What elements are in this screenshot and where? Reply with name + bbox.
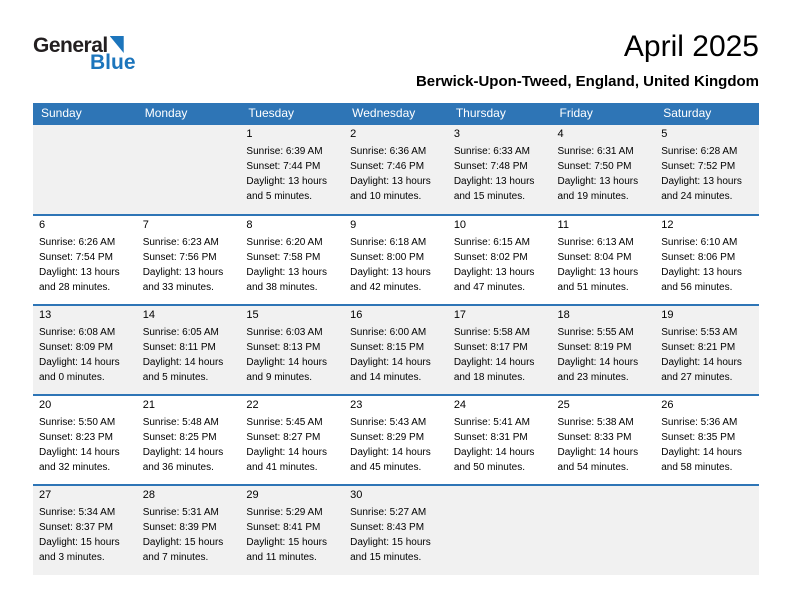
day-cell-26: [655, 395, 759, 485]
day-detail-line: Daylight: 14 hours and 5 minutes.: [142, 357, 224, 383]
day-detail-line: Daylight: 13 hours and 33 minutes.: [142, 267, 224, 293]
day-detail-line: Sunrise: 6:28 AM: [661, 146, 738, 157]
location-subtitle: Berwick-Upon-Tweed, England, United Kingdom: [415, 73, 759, 90]
day-detail-line: Sunrise: 6:39 AM: [246, 146, 323, 157]
day-details: [143, 325, 237, 385]
day-detail-line: Daylight: 13 hours and 56 minutes.: [661, 267, 742, 293]
day-detail-line: Sunset: 8:37 PM: [39, 522, 113, 533]
day-detail-line: Sunrise: 6:10 AM: [661, 237, 738, 248]
day-detail-line: Sunset: 8:13 PM: [246, 342, 321, 353]
day-cell-19: [655, 305, 759, 395]
day-detail-line: Sunrise: 5:41 AM: [453, 417, 530, 428]
day-details: [143, 235, 237, 295]
day-number: 7: [142, 219, 149, 231]
day-detail-line: Daylight: 14 hours and 50 minutes.: [453, 447, 535, 473]
day-detail-line: Daylight: 15 hours and 15 minutes.: [350, 537, 431, 563]
day-detail-line: Sunset: 8:06 PM: [661, 252, 736, 263]
day-cell-12: [655, 215, 759, 305]
day-detail-line: Sunset: 8:00 PM: [350, 252, 425, 263]
day-details: [350, 325, 444, 385]
day-details: [143, 415, 237, 475]
day-number: 12: [661, 219, 674, 231]
day-number: 20: [39, 399, 52, 411]
day-number: 28: [142, 489, 155, 501]
calendar-head: [33, 103, 759, 125]
day-number: 30: [350, 489, 363, 501]
day-details: [350, 235, 444, 295]
empty-day-cell: [137, 125, 241, 215]
day-cell-1: [240, 125, 344, 215]
day-details: [246, 235, 340, 295]
day-number: 2: [350, 128, 357, 140]
day-detail-line: Sunset: 8:21 PM: [661, 342, 736, 353]
day-detail-line: Sunset: 7:52 PM: [661, 161, 736, 172]
page-header: [33, 24, 759, 90]
day-cell-15: [240, 305, 344, 395]
day-detail-line: Sunset: 8:02 PM: [453, 252, 528, 263]
day-detail-line: Daylight: 14 hours and 36 minutes.: [142, 447, 224, 473]
day-detail-line: Sunrise: 6:31 AM: [557, 146, 634, 157]
day-detail-line: Sunrise: 6:00 AM: [350, 327, 427, 338]
month-title: April 2025: [623, 30, 759, 63]
weekday-header-sunday: Sunday: [33, 103, 137, 125]
day-number: 6: [39, 219, 46, 231]
day-cell-7: [137, 215, 241, 305]
weekday-header-saturday: Saturday: [655, 103, 759, 125]
day-detail-line: Sunrise: 5:29 AM: [246, 507, 323, 518]
day-number: 24: [453, 399, 467, 411]
day-number: 22: [246, 399, 259, 411]
day-detail-line: Sunrise: 5:38 AM: [557, 417, 634, 428]
day-details: [661, 325, 755, 385]
day-details: [39, 325, 133, 385]
weekday-header-monday: Monday: [137, 103, 241, 125]
day-details: [143, 505, 237, 565]
day-detail-line: Daylight: 13 hours and 5 minutes.: [246, 176, 328, 202]
calendar-body: [33, 125, 759, 575]
day-cell-3: [448, 125, 552, 215]
day-cell-27: [33, 485, 137, 575]
day-number: 11: [557, 219, 569, 231]
logo-text-general: General: [33, 34, 108, 57]
day-details: [454, 144, 548, 204]
day-detail-line: Sunset: 7:54 PM: [39, 252, 113, 263]
day-number: 25: [557, 399, 570, 411]
day-number: 23: [350, 399, 363, 411]
day-detail-line: Sunrise: 6:05 AM: [142, 327, 219, 338]
day-cell-25: [552, 395, 656, 485]
day-number: 27: [39, 489, 52, 501]
day-detail-line: Daylight: 14 hours and 41 minutes.: [246, 447, 328, 473]
day-cell-14: [137, 305, 241, 395]
week-row: [33, 215, 759, 305]
day-number: 16: [350, 309, 363, 321]
day-detail-line: Sunrise: 6:08 AM: [39, 327, 116, 338]
day-detail-line: Daylight: 14 hours and 58 minutes.: [661, 447, 742, 473]
day-detail-line: Daylight: 15 hours and 3 minutes.: [39, 537, 120, 563]
day-detail-line: Sunrise: 6:33 AM: [453, 146, 530, 157]
empty-day-cell: [448, 485, 552, 575]
day-details: [246, 325, 340, 385]
day-number: 10: [453, 219, 467, 231]
day-detail-line: Sunrise: 5:36 AM: [661, 417, 738, 428]
day-detail-line: Sunrise: 5:53 AM: [661, 327, 738, 338]
day-details: [350, 505, 444, 565]
day-cell-24: [448, 395, 552, 485]
day-detail-line: Sunset: 8:35 PM: [661, 432, 736, 443]
week-row: [33, 125, 759, 215]
weekday-header-wednesday: Wednesday: [344, 103, 448, 125]
day-detail-line: Daylight: 13 hours and 10 minutes.: [350, 176, 431, 202]
day-number: 9: [350, 219, 357, 231]
day-cell-21: [137, 395, 241, 485]
day-cell-29: [240, 485, 344, 575]
day-details: [661, 415, 755, 475]
day-detail-line: Sunset: 8:31 PM: [453, 432, 528, 443]
weekday-header-friday: Friday: [552, 103, 656, 125]
day-detail-line: Sunrise: 5:55 AM: [557, 327, 634, 338]
day-detail-line: Daylight: 14 hours and 32 minutes.: [39, 447, 120, 473]
day-number: 3: [453, 128, 460, 140]
day-cell-5: [655, 125, 759, 215]
weekday-header-tuesday: Tuesday: [240, 103, 344, 125]
empty-day-cell: [33, 125, 137, 215]
day-number: 14: [142, 309, 155, 321]
day-detail-line: Daylight: 13 hours and 28 minutes.: [39, 267, 120, 293]
day-detail-line: Sunrise: 6:36 AM: [350, 146, 427, 157]
day-detail-line: Daylight: 14 hours and 54 minutes.: [557, 447, 639, 473]
logo-text-blue: Blue: [90, 51, 136, 74]
day-detail-line: Sunset: 7:58 PM: [246, 252, 321, 263]
day-number: 4: [557, 128, 564, 140]
day-detail-line: Sunrise: 5:45 AM: [246, 417, 323, 428]
day-number: 17: [453, 309, 467, 321]
weekday-header-thursday: Thursday: [448, 103, 552, 125]
calendar-table: [33, 103, 759, 575]
day-cell-20: [33, 395, 137, 485]
day-detail-line: Sunset: 8:15 PM: [350, 342, 425, 353]
day-detail-line: Sunset: 8:25 PM: [142, 432, 217, 443]
day-number: 29: [246, 489, 259, 501]
weekday-header-row: [33, 103, 759, 125]
day-details: [39, 235, 133, 295]
day-cell-30: [344, 485, 448, 575]
day-detail-line: Daylight: 13 hours and 24 minutes.: [661, 176, 742, 202]
day-detail-line: Sunset: 7:50 PM: [557, 161, 632, 172]
day-detail-line: Daylight: 13 hours and 38 minutes.: [246, 267, 328, 293]
day-cell-11: [552, 215, 656, 305]
day-detail-line: Sunset: 8:11 PM: [142, 342, 216, 353]
day-detail-line: Sunrise: 6:03 AM: [246, 327, 323, 338]
day-details: [350, 144, 444, 204]
day-detail-line: Sunrise: 6:23 AM: [142, 237, 219, 248]
day-cell-18: [552, 305, 656, 395]
empty-day-cell: [655, 485, 759, 575]
day-detail-line: Sunrise: 5:50 AM: [39, 417, 116, 428]
day-cell-4: [552, 125, 656, 215]
day-details: [661, 144, 755, 204]
day-details: [558, 415, 652, 475]
day-detail-line: Sunset: 7:56 PM: [142, 252, 217, 263]
day-detail-line: Sunrise: 5:43 AM: [350, 417, 427, 428]
day-number: 8: [246, 219, 253, 231]
day-detail-line: Sunset: 7:46 PM: [350, 161, 425, 172]
week-row: [33, 395, 759, 485]
day-detail-line: Sunrise: 6:15 AM: [453, 237, 530, 248]
day-detail-line: Sunset: 8:27 PM: [246, 432, 321, 443]
day-details: [454, 325, 548, 385]
day-detail-line: Daylight: 15 hours and 7 minutes.: [142, 537, 224, 563]
day-detail-line: Sunrise: 5:58 AM: [453, 327, 530, 338]
day-detail-line: Sunrise: 6:26 AM: [39, 237, 116, 248]
day-detail-line: Sunset: 7:48 PM: [453, 161, 528, 172]
day-details: [558, 235, 652, 295]
day-detail-line: Sunset: 8:29 PM: [350, 432, 425, 443]
day-detail-line: Daylight: 14 hours and 18 minutes.: [453, 357, 535, 383]
day-detail-line: Daylight: 13 hours and 15 minutes.: [453, 176, 535, 202]
day-detail-line: Sunrise: 6:18 AM: [350, 237, 427, 248]
day-cell-10: [448, 215, 552, 305]
day-number: 18: [557, 309, 570, 321]
day-detail-line: Sunrise: 5:27 AM: [350, 507, 427, 518]
day-detail-line: Daylight: 13 hours and 51 minutes.: [557, 267, 639, 293]
day-number: 21: [142, 399, 155, 411]
day-cell-13: [33, 305, 137, 395]
day-detail-line: Sunset: 8:23 PM: [39, 432, 113, 443]
day-number: 1: [246, 128, 253, 140]
day-detail-line: Daylight: 13 hours and 47 minutes.: [453, 267, 535, 293]
day-number: 19: [661, 309, 674, 321]
day-details: [246, 144, 340, 204]
day-cell-8: [240, 215, 344, 305]
day-detail-line: Daylight: 14 hours and 0 minutes.: [39, 357, 120, 383]
day-detail-line: Sunset: 8:41 PM: [246, 522, 321, 533]
day-number: 26: [661, 399, 674, 411]
week-row: [33, 485, 759, 575]
day-number: 15: [246, 309, 259, 321]
day-detail-line: Sunset: 8:09 PM: [39, 342, 113, 353]
day-detail-line: Daylight: 14 hours and 27 minutes.: [661, 357, 742, 383]
day-detail-line: Sunset: 8:39 PM: [142, 522, 217, 533]
day-detail-line: Sunset: 8:04 PM: [557, 252, 632, 263]
day-detail-line: Daylight: 15 hours and 11 minutes.: [246, 537, 328, 563]
day-cell-28: [137, 485, 241, 575]
day-details: [246, 415, 340, 475]
day-detail-line: Sunset: 8:43 PM: [350, 522, 425, 533]
day-detail-line: Daylight: 14 hours and 9 minutes.: [246, 357, 328, 383]
day-cell-23: [344, 395, 448, 485]
day-details: [39, 415, 133, 475]
day-detail-line: Sunrise: 5:34 AM: [39, 507, 116, 518]
day-detail-line: Sunset: 7:44 PM: [246, 161, 321, 172]
day-details: [39, 505, 133, 565]
day-details: [454, 415, 548, 475]
day-cell-2: [344, 125, 448, 215]
general-blue-logo: [33, 24, 136, 75]
day-detail-line: Daylight: 14 hours and 23 minutes.: [557, 357, 639, 383]
week-row: [33, 305, 759, 395]
day-detail-line: Daylight: 13 hours and 19 minutes.: [557, 176, 639, 202]
day-number: 13: [39, 309, 52, 321]
day-detail-line: Daylight: 13 hours and 42 minutes.: [350, 267, 431, 293]
day-cell-9: [344, 215, 448, 305]
day-detail-line: Sunrise: 6:13 AM: [557, 237, 634, 248]
day-detail-line: Daylight: 14 hours and 45 minutes.: [350, 447, 431, 473]
title-block: [416, 24, 759, 90]
day-detail-line: Sunset: 8:17 PM: [453, 342, 528, 353]
day-detail-line: Sunset: 8:33 PM: [557, 432, 632, 443]
day-detail-line: Sunset: 8:19 PM: [557, 342, 632, 353]
day-details: [558, 325, 652, 385]
day-cell-6: [33, 215, 137, 305]
day-detail-line: Sunrise: 6:20 AM: [246, 237, 323, 248]
day-details: [246, 505, 340, 565]
day-details: [558, 144, 652, 204]
day-cell-17: [448, 305, 552, 395]
day-detail-line: Sunrise: 5:31 AM: [142, 507, 219, 518]
day-details: [661, 235, 755, 295]
day-number: 5: [661, 128, 668, 140]
day-details: [454, 235, 548, 295]
day-cell-22: [240, 395, 344, 485]
empty-day-cell: [552, 485, 656, 575]
day-detail-line: Daylight: 14 hours and 14 minutes.: [350, 357, 431, 383]
day-detail-line: Sunrise: 5:48 AM: [142, 417, 219, 428]
day-cell-16: [344, 305, 448, 395]
day-details: [350, 415, 444, 475]
